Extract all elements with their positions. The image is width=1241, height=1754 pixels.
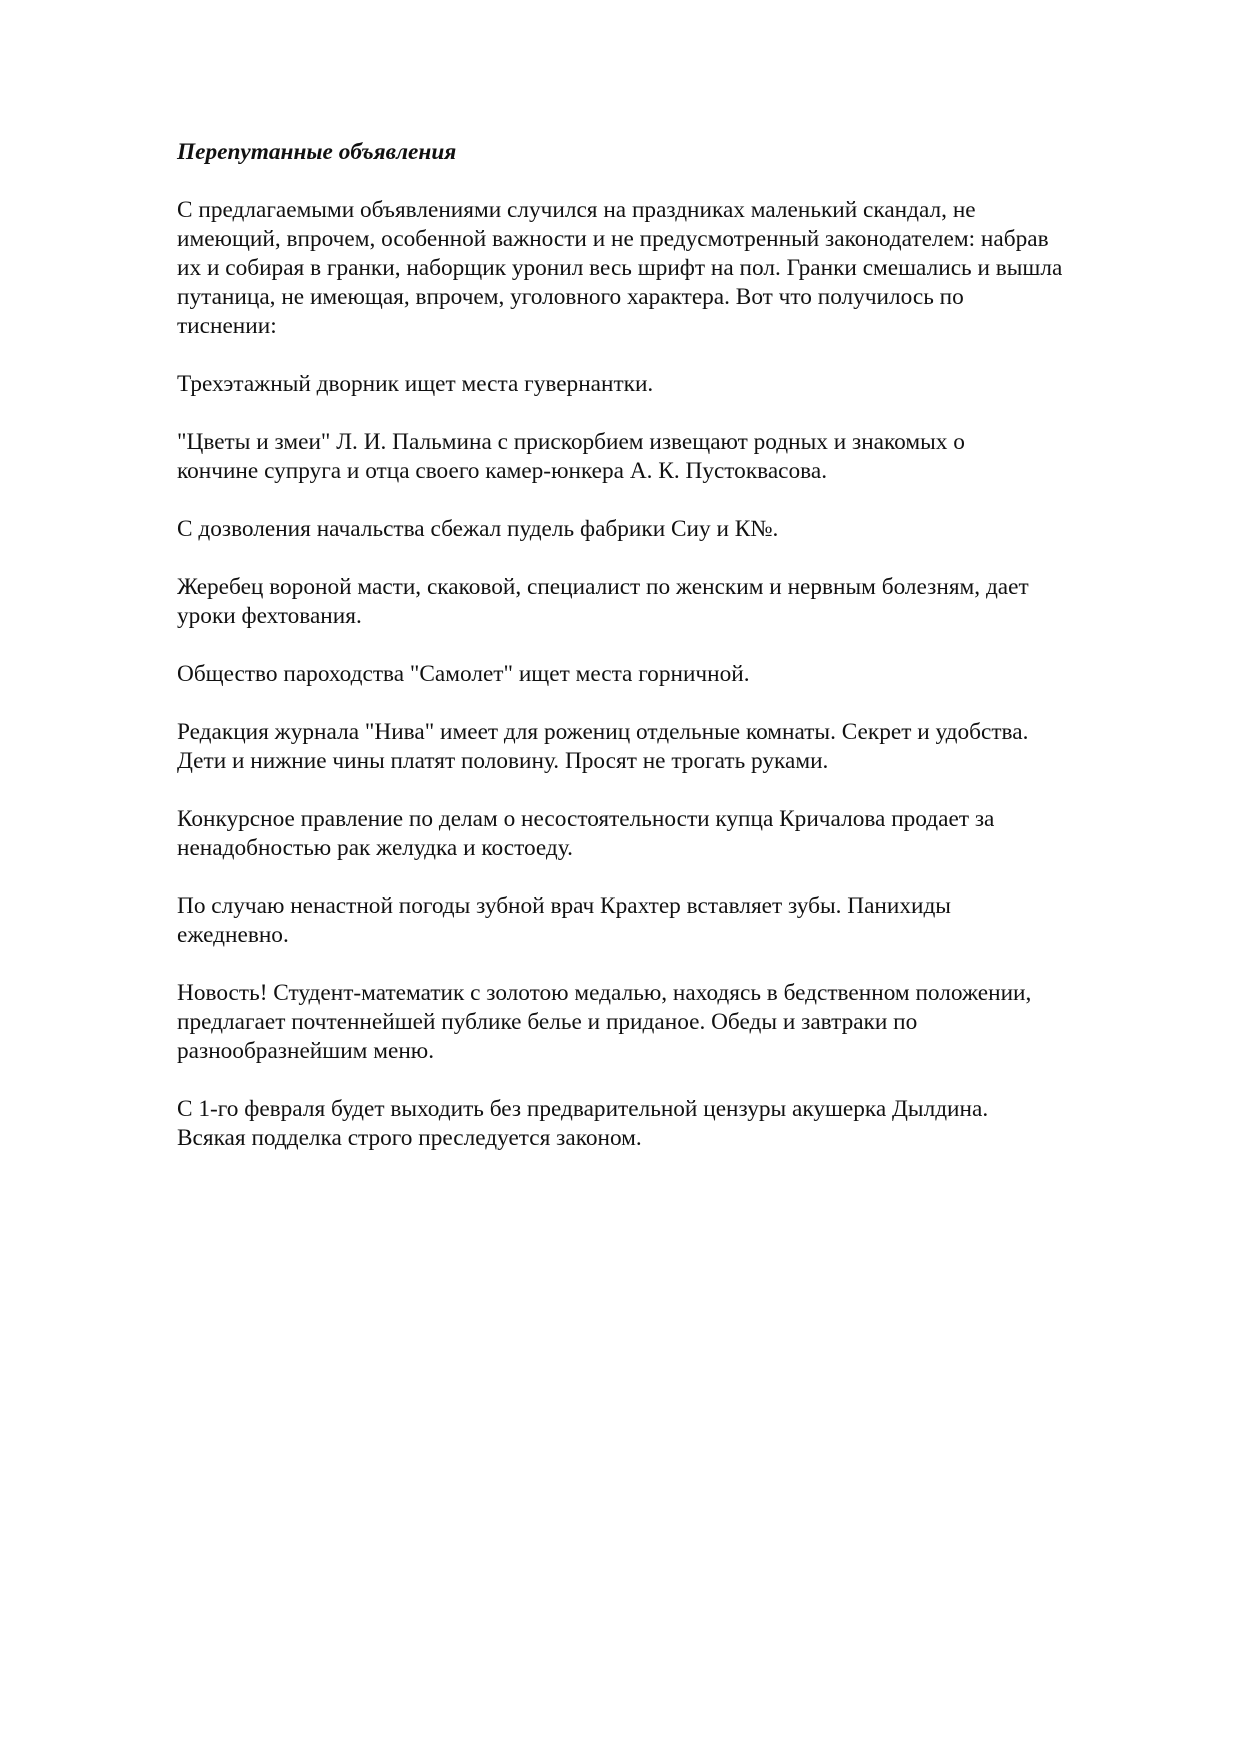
text-line: имеющий, впрочем, особенной важности и не предусмотренный законодателем: набрав	[177, 226, 1049, 252]
text-line: "Цветы и змеи" Л. И. Пальмина с прискорбием извещают родных и знакомых о	[177, 429, 965, 455]
ad-paragraph	[177, 515, 1187, 544]
text-line: Дети и нижние чины платят половину. Просят не трогать руками.	[177, 748, 829, 774]
ad-paragraph	[177, 370, 1187, 399]
paragraph-intro	[177, 196, 1187, 341]
text-line: кончине супруга и отца своего камер-юнкера А. К. Пустоквасова.	[177, 458, 828, 484]
text-line: С 1-го февраля будет выходить без предварительной цензуры акушерка Дылдина.	[177, 1096, 989, 1122]
document-body	[177, 138, 1187, 1182]
text-line: Всякая подделка строго преследуется законом.	[177, 1125, 642, 1151]
ad-paragraph	[177, 718, 1187, 776]
text-line: Трехэтажный дворник ищет места гувернантки.	[177, 371, 654, 397]
text-line: Новость! Студент-математик с золотою медалью, находясь в бедственном положении,	[177, 980, 1032, 1006]
text-line: Общество пароходства "Самолет" ищет места горничной.	[177, 661, 750, 687]
ad-paragraph	[177, 979, 1187, 1066]
text-line: По случаю ненастной погоды зубной врач Крахтер вставляет зубы. Панихиды	[177, 893, 951, 919]
text-line: Конкурсное правление по делам о несостоятельности купца Кричалова продает за	[177, 806, 995, 832]
text-line: их и собирая в гранки, наборщик уронил весь шрифт на пол. Гранки смешались и вышла	[177, 255, 1063, 281]
text-line: уроки фехтования.	[177, 603, 362, 629]
ad-paragraph	[177, 1095, 1187, 1153]
ad-paragraph	[177, 892, 1187, 950]
ad-paragraph	[177, 428, 1187, 486]
text-line: разнообразнейшим меню.	[177, 1038, 435, 1064]
text-line: С предлагаемыми объявлениями случился на праздниках маленький скандал, не	[177, 197, 976, 223]
text-line: ежедневно.	[177, 922, 289, 948]
text-line: Жеребец вороной масти, скаковой, специалист по женским и нервным болезням, дает	[177, 574, 1029, 600]
document-title: Перепутанные объявления	[177, 139, 457, 165]
ad-paragraph	[177, 805, 1187, 863]
text-line: путаница, не имеющая, впрочем, уголовного характера. Вот что получилось по	[177, 284, 964, 310]
text-line: Редакция журнала "Нива" имеет для рожениц отдельные комнаты. Секрет и удобства.	[177, 719, 1029, 745]
text-line: ненадобностью рак желудка и костоеду.	[177, 835, 573, 861]
ad-paragraph	[177, 573, 1187, 631]
ad-paragraph	[177, 660, 1187, 689]
text-line: предлагает почтеннейшей публике белье и приданое. Обеды и завтраки по	[177, 1009, 918, 1035]
text-line: С дозволения начальства сбежал пудель фабрики Сиу и К№.	[177, 516, 779, 542]
text-line: тиснении:	[177, 313, 277, 339]
